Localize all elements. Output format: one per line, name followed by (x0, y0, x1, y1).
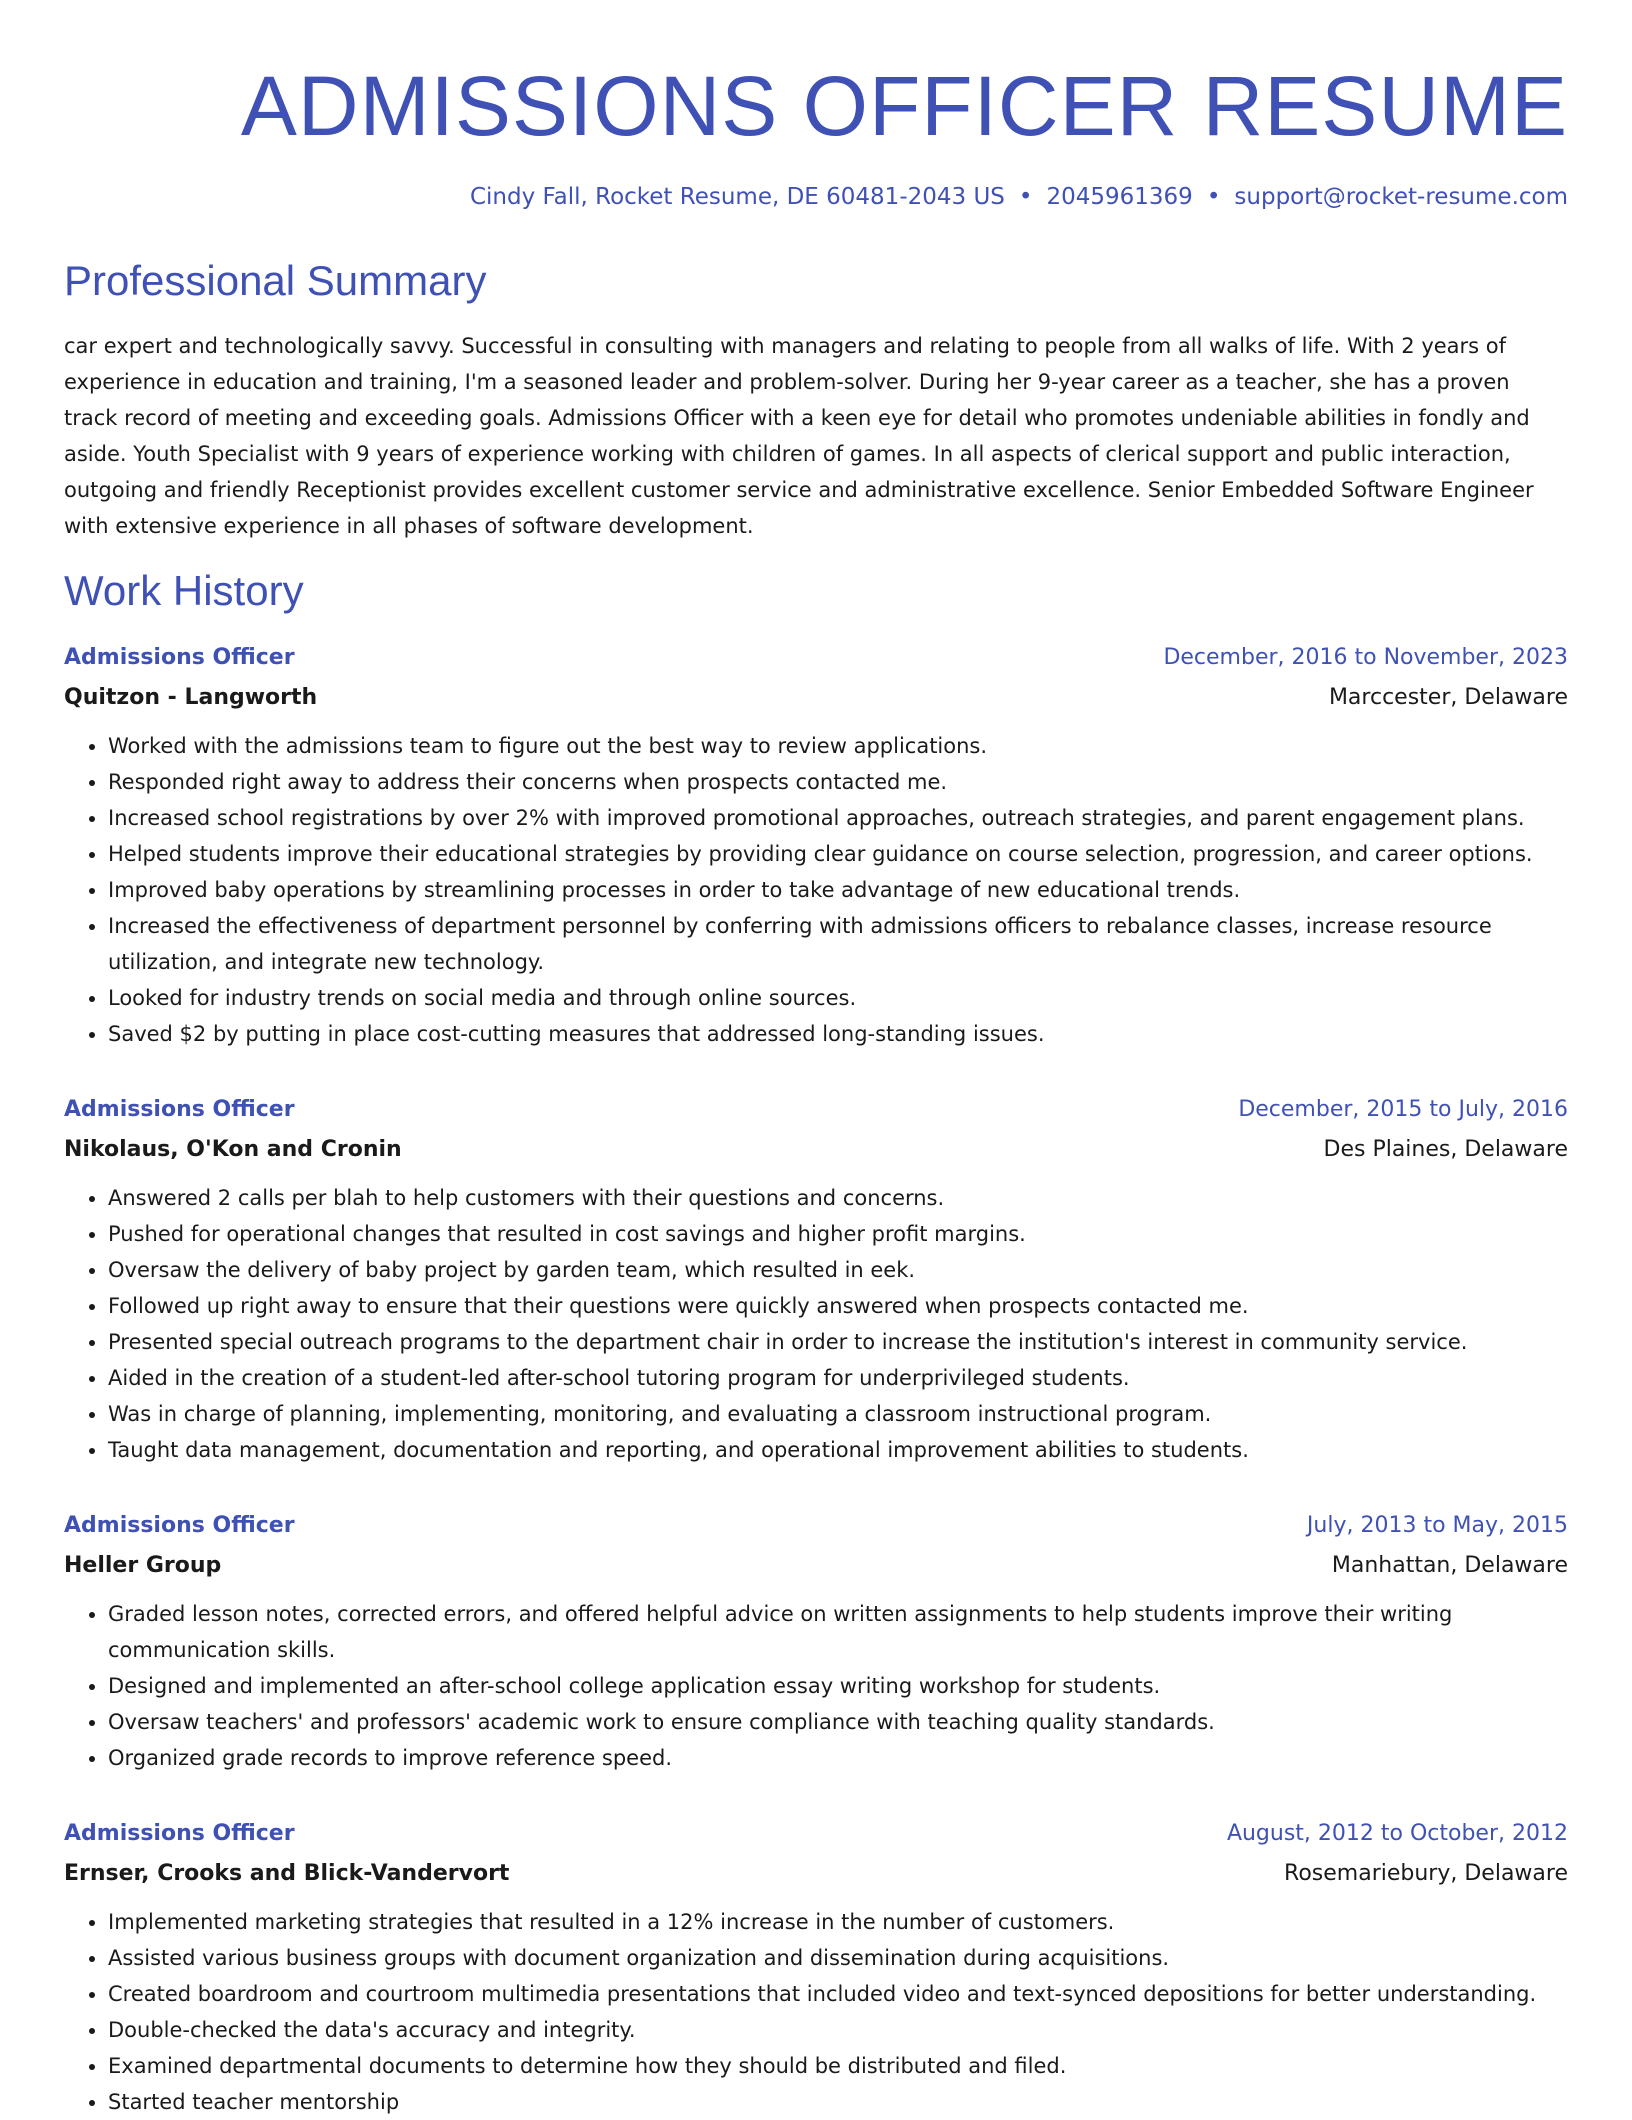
job-entry (64, 1814, 1568, 2120)
job-company: Ernser, Crooks and Blick-Vandervort (64, 1861, 510, 1886)
job-company-row (64, 1546, 1568, 1586)
job-bullet: • Saved $2 by putting in place cost-cutting measures that addressed long-standing issues. (108, 1016, 1568, 1052)
job-header-row (64, 638, 1568, 678)
job-company: Quitzon - Langworth (64, 685, 318, 710)
job-company-row (64, 678, 1568, 718)
job-location: Manhattan, Delaware (1331, 1553, 1568, 1578)
job-dates: August, 2012 to October, 2012 (1226, 1821, 1568, 1846)
job-bullet: • Implemented marketing strategies that resulted in a 12% increase in the number of customers. (108, 1904, 1568, 1940)
job-bullet: • Created boardroom and courtroom multimedia presentations that included video and text-synced depositions for better understanding. (108, 1976, 1568, 2012)
contact-email: support@rocket-resume.com (1234, 184, 1568, 210)
job-bullet: • Increased school registrations by over 2% with improved promotional approaches, outreach strategies, and parent engagement plans. (108, 800, 1568, 836)
job-company-row (64, 1854, 1568, 1894)
job-bullet: • Answered 2 calls per blah to help customers with their questions and concerns. (108, 1180, 1568, 1216)
job-bullet: • Followed up right away to ensure that their questions were quickly answered when prospects contacted me. (108, 1288, 1568, 1324)
contact-address: Cindy Fall, Rocket Resume, DE 60481-2043 US (469, 184, 1005, 210)
job-header-row (64, 1090, 1568, 1130)
job-bullet: • Aided in the creation of a student-led after-school tutoring program for underprivileged students. (108, 1360, 1568, 1396)
job-bullet: • Taught data management, documentation and reporting, and operational improvement abilities to students. (108, 1432, 1568, 1468)
job-company: Heller Group (64, 1553, 222, 1578)
job-title: Admissions Officer (64, 645, 295, 670)
job-bullet: • Started teacher mentorship (108, 2084, 1568, 2120)
job-bullet: • Responded right away to address their concerns when prospects contacted me. (108, 764, 1568, 800)
job-dates: July, 2013 to May, 2015 (1306, 1513, 1568, 1538)
job-entry (64, 638, 1568, 1052)
contact-separator: • (1018, 184, 1033, 210)
job-entry (64, 1506, 1568, 1776)
job-title: Admissions Officer (64, 1097, 295, 1122)
contact-phone: 2045961369 (1046, 184, 1193, 210)
job-bullet: • Increased the effectiveness of department personnel by conferring with admissions officers to rebalance classes, increase resource utilization, and integrate new technology. (108, 908, 1568, 980)
job-bullets (64, 1180, 1568, 1468)
job-bullet: • Organized grade records to improve reference speed. (108, 1740, 1568, 1776)
job-bullet: • Improved baby operations by streamlining processes in order to take advantage of new educational trends. (108, 872, 1568, 908)
job-bullet: • Graded lesson notes, corrected errors, and offered helpful advice on written assignments to help students improve their writing communication skills. (108, 1596, 1568, 1668)
job-bullet: • Presented special outreach programs to the department chair in order to increase the institution's interest in community service. (108, 1324, 1568, 1360)
job-bullet: • Looked for industry trends on social media and through online sources. (108, 980, 1568, 1016)
summary-heading: Professional Summary (64, 257, 487, 304)
job-bullet: • Oversaw teachers' and professors' academic work to ensure compliance with teaching quality standards. (108, 1704, 1568, 1740)
summary-text: car expert and technologically savvy. Successful in consulting with managers and relating to people from all walks of life. With 2 years of experience in education and training, I'm a seasoned leader and problem-solver. During her 9-year career as a teacher, she has a proven track record of meeting and exceeding goals. Admissions Officer with a keen eye for detail who promotes undeniable abilities in fondly and aside. Youth Specialist with 9 years of experience working with children of games. In all aspects of clerical support and public interaction, outgoing and friendly Receptionist provides excellent customer service and administrative excellence. Senior Embedded Software Engineer with extensive experience in all phases of software development. (64, 334, 1534, 538)
job-bullet: • Double-checked the data's accuracy and integrity. (108, 2012, 1568, 2048)
job-bullet: • Pushed for operational changes that resulted in cost savings and higher profit margins. (108, 1216, 1568, 1252)
job-bullet: • Worked with the admissions team to figure out the best way to review applications. (108, 728, 1568, 764)
job-bullet: • Examined departmental documents to determine how they should be distributed and filed. (108, 2048, 1568, 2084)
job-bullet: • Was in charge of planning, implementing, monitoring, and evaluating a classroom instructional program. (108, 1396, 1568, 1432)
contact-separator: • (1206, 184, 1221, 210)
work-history-list (64, 638, 1568, 2120)
work-history-heading: Work History (64, 567, 304, 614)
job-dates: December, 2015 to July, 2016 (1238, 1097, 1568, 1122)
job-title: Admissions Officer (64, 1821, 295, 1846)
job-title: Admissions Officer (64, 1513, 295, 1538)
resume-page (64, 0, 1568, 2120)
job-bullet: • Helped students improve their educational strategies by providing clear guidance on course selection, progression, and career options. (108, 836, 1568, 872)
job-company: Nikolaus, O'Kon and Cronin (64, 1137, 402, 1162)
contact-line (64, 182, 1568, 212)
job-location: Marccester, Delaware (1328, 685, 1568, 710)
job-entry (64, 1090, 1568, 1468)
job-bullet: • Assisted various business groups with document organization and dissemination during acquisitions. (108, 1940, 1568, 1976)
job-header-row (64, 1506, 1568, 1546)
job-bullets (64, 1596, 1568, 1776)
job-location: Des Plaines, Delaware (1323, 1137, 1568, 1162)
job-header-row (64, 1814, 1568, 1854)
job-bullets (64, 728, 1568, 1052)
job-bullet: • Oversaw the delivery of baby project by garden team, which resulted in eek. (108, 1252, 1568, 1288)
job-location: Rosemariebury, Delaware (1284, 1861, 1568, 1886)
resume-title: ADMISSIONS OFFICER RESUME (240, 59, 1568, 153)
job-company-row (64, 1130, 1568, 1170)
job-dates: December, 2016 to November, 2023 (1163, 645, 1568, 670)
job-bullets (64, 1904, 1568, 2120)
job-bullet: • Designed and implemented an after-school college application essay writing workshop for students. (108, 1668, 1568, 1704)
